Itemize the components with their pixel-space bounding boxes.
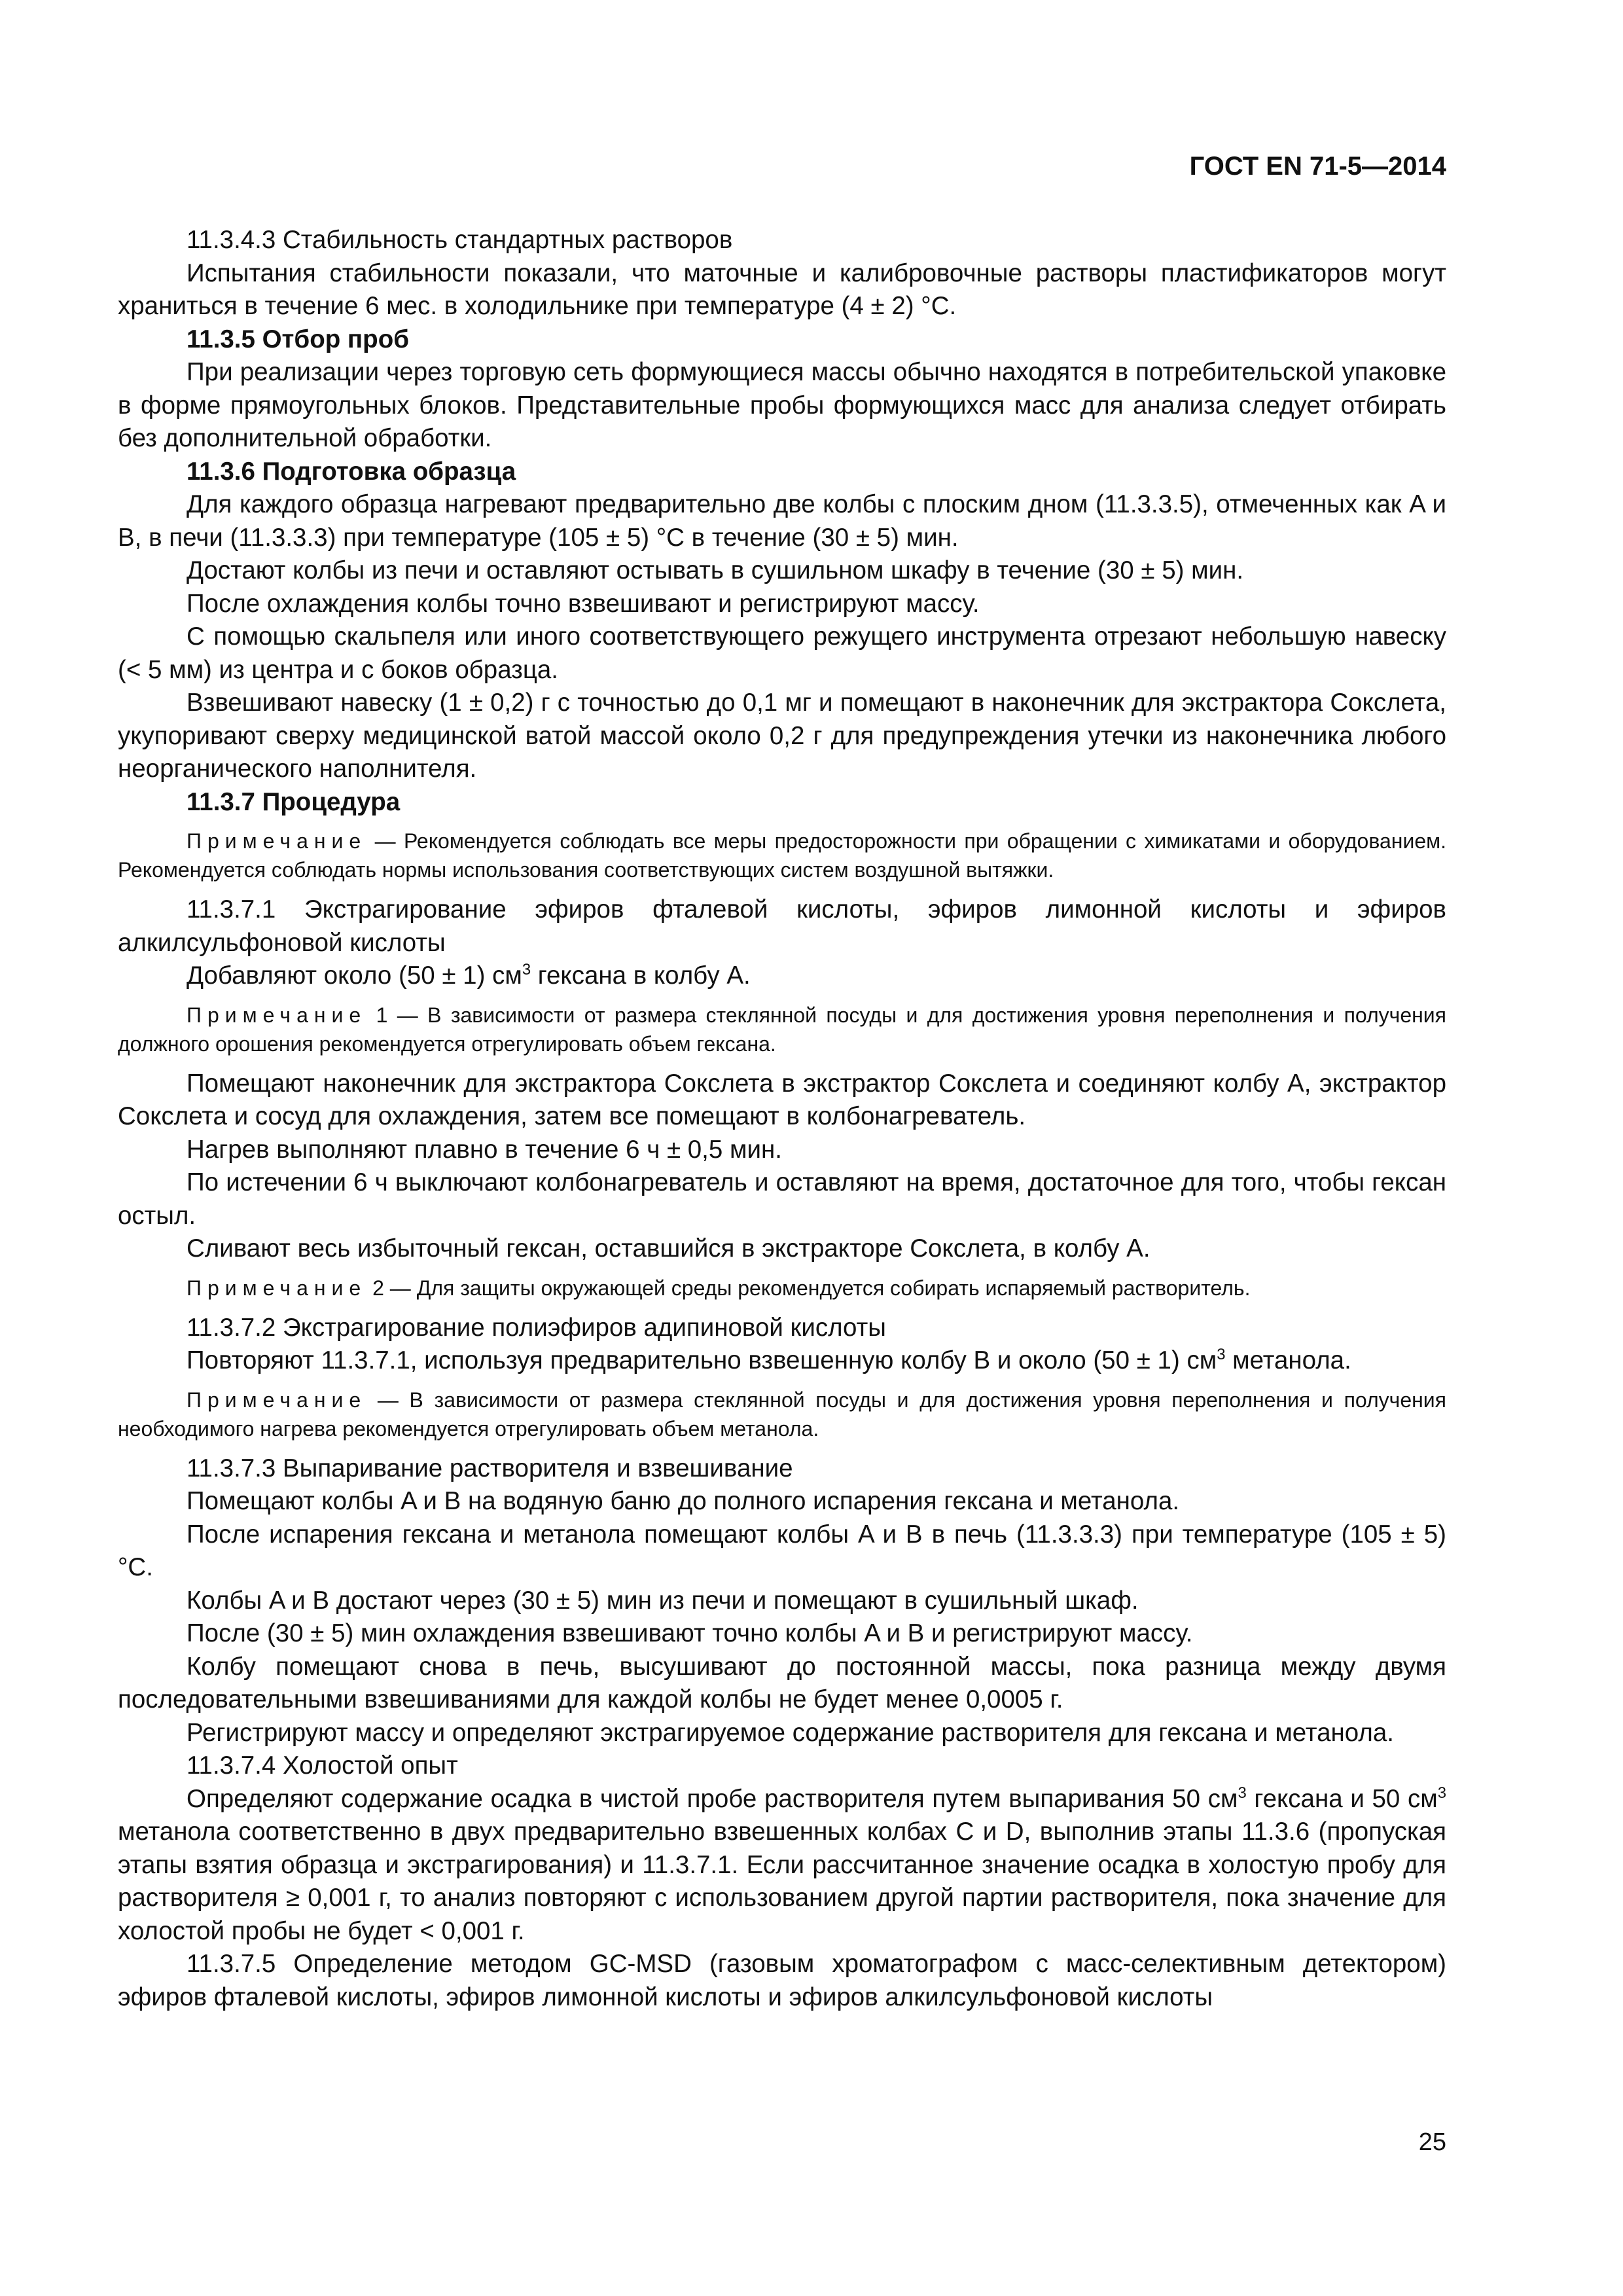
note-text: — Рекомендуется соблюдать все меры предосторожности при обращении с химикатами и оборудованием. Рекомендуется соблюдать нормы использования соответствующих систем воздушной вытяжки.: [118, 829, 1446, 882]
text-run: метанола.: [1225, 1346, 1351, 1374]
note-text: 2 — Для защиты окружающей среды рекомендуется собирать испаряемый растворитель.: [366, 1276, 1251, 1300]
paragraph: Сливают весь избыточный гексан, оставшийся в экстракторе Сокслета, в колбу A.: [187, 1234, 1150, 1263]
paragraph: Помещают колбы A и B на водяную баню до полного испарения гексана и метанола.: [187, 1487, 1180, 1515]
paragraph: Нагрев выполняют плавно в течение 6 ч ± 0,5 мин.: [187, 1135, 782, 1164]
note: [118, 827, 1446, 884]
note: [118, 1386, 1446, 1443]
note-text: — В зависимости от размера стеклянной посуды и для достижения уровня переполнения и получения необходимого нагрева рекомендуется отрегулировать объем метанола.: [118, 1388, 1446, 1441]
paragraph: Регистрируют массу и определяют экстрагируемое содержание растворителя для гексана и метанола.: [187, 1718, 1394, 1747]
text-run: Повторяют 11.3.7.1, используя предварительно взвешенную колбу B и около (50 ± 1) см: [187, 1346, 1217, 1374]
superscript: 3: [1238, 1784, 1247, 1802]
paragraph: Взвешивают навеску (1 ± 0,2) г с точностью до 0,1 мг и помещают в наконечник для экстрактора Сокслета, укупоривают сверху медицинской ватой массой около 0,2 г для предупреждения утечки из наконечника любого неорганического наполнителя.: [118, 689, 1446, 783]
paragraph: Помещают наконечник для экстрактора Сокслета в экстрактор Сокслета и соединяют колбу A, экстрактор Сокслета и сосуд для охлаждения, затем все помещают в колбонагреватель.: [118, 1069, 1446, 1130]
paragraph: При реализации через торговую сеть формующиеся массы обычно находятся в потребительской упаковке в форме прямоугольных блоков. Представительные пробы формующихся масс для анализа следует отбирать без дополнительной обработки.: [118, 358, 1446, 452]
standard-designation: ГОСТ EN 71-5—2014: [1189, 152, 1446, 181]
paragraph: После охлаждения колбы точно взвешивают и регистрируют массу.: [187, 589, 980, 618]
paragraph: По истечении 6 ч выключают колбонагреватель и оставляют на время, достаточное для того, чтобы гексан остыл.: [118, 1168, 1446, 1230]
paragraph: После испарения гексана и метанола помещают колбы A и B в печь (11.3.3.3) при температуре (105 ± 5) °C.: [118, 1520, 1446, 1581]
section-heading-11-3-7-5: 11.3.7.5 Определение методом GC-MSD (газовым хроматографом с масс-селективным детектором) эфиров фталевой кислоты, эфиров лимонной кислоты и эфиров алкилсульфоновой кислоты: [118, 1950, 1446, 2011]
paragraph: Колбы A и B достают через (30 ± 5) мин из печи и помещают в сушильный шкаф.: [187, 1586, 1139, 1615]
text-run: метанола соответственно в двух предварительно взвешенных колбах C и D, выполнив этапы 11.3.6 (пропуская этапы взятия образца и экстрагирования) и 11.3.7.1. Если рассчитанное значение осадка в холостую пробу для растворителя ≥ 0,001 г, то анализ повторяют с использованием другой партии растворителя, пока значение для холостой пробы не будет < 0,001 г.: [118, 1818, 1446, 1945]
note-label: Примечание: [187, 1388, 367, 1412]
note-label: Примечание: [187, 1276, 367, 1300]
paragraph: С помощью скальпеля или иного соответствующего режущего инструмента отрезают небольшую навеску (< 5 мм) из центра и с боков образца.: [118, 622, 1446, 684]
section-heading-11-3-7-1: 11.3.7.1 Экстрагирование эфиров фталевой кислоты, эфиров лимонной кислоты и эфиров алкилсульфоновой кислоты: [118, 895, 1446, 957]
paragraph: [118, 1783, 1446, 1948]
section-heading-11-3-7-4: 11.3.7.4 Холостой опыт: [187, 1751, 458, 1780]
text-run: Добавляют около (50 ± 1) см: [187, 961, 522, 990]
paragraph: Достают колбы из печи и оставляют остывать в сушильном шкафу в течение (30 ± 5) мин.: [187, 556, 1244, 584]
paragraph: Колбу помещают снова в печь, высушивают до постоянной массы, пока разница между двумя последовательными взвешиваниями для каждой колбы не будет менее 0,0005 г.: [118, 1652, 1446, 1713]
section-heading-11-3-5: 11.3.5 Отбор проб: [187, 325, 409, 353]
page-body: [118, 224, 1446, 2014]
note-2: [118, 1274, 1446, 1302]
text-run: гексана в колбу A.: [531, 961, 751, 990]
paragraph: После (30 ± 5) мин охлаждения взвешивают точно колбы A и B и регистрируют массу.: [187, 1619, 1193, 1647]
paragraph: Испытания стабильности показали, что маточные и калибровочные растворы пластификаторов могут храниться в течение 6 мес. в холодильнике при температуре (4 ± 2) °C.: [118, 259, 1446, 320]
superscript: 3: [1217, 1346, 1226, 1364]
note-label: Примечание: [187, 829, 367, 853]
section-heading-11-3-6: 11.3.6 Подготовка образца: [187, 457, 516, 486]
page-number: 25: [1418, 2128, 1446, 2156]
note-label: Примечание: [187, 1003, 367, 1027]
superscript: 3: [522, 961, 531, 979]
paragraph: Для каждого образца нагревают предварительно две колбы с плоским дном (11.3.3.5), отмеченных как A и B, в печи (11.3.3.3) при температуре (105 ± 5) °C в течение (30 ± 5) мин.: [118, 490, 1446, 552]
note-text: 1 — В зависимости от размера стеклянной посуды и для достижения уровня переполнения и получения должного орошения рекомендуется отрегулировать объем гексана.: [118, 1003, 1446, 1056]
text-run: Определяют содержание осадка в чистой пробе растворителя путем выпаривания 50 см: [187, 1784, 1238, 1813]
note-1: [118, 1001, 1446, 1058]
paragraph: [118, 1344, 1446, 1378]
section-heading-11-3-7-3: 11.3.7.3 Выпаривание растворителя и взвешивание: [187, 1454, 793, 1482]
text-run: гексана и 50 см: [1246, 1784, 1438, 1813]
section-heading-11-3-7-2: 11.3.7.2 Экстрагирование полиэфиров адипиновой кислоты: [187, 1313, 886, 1342]
paragraph: [118, 960, 1446, 993]
section-heading-11-3-4-3: 11.3.4.3 Стабильность стандартных растворов: [187, 226, 733, 254]
section-heading-11-3-7: 11.3.7 Процедура: [187, 787, 401, 816]
superscript: 3: [1437, 1784, 1446, 1802]
